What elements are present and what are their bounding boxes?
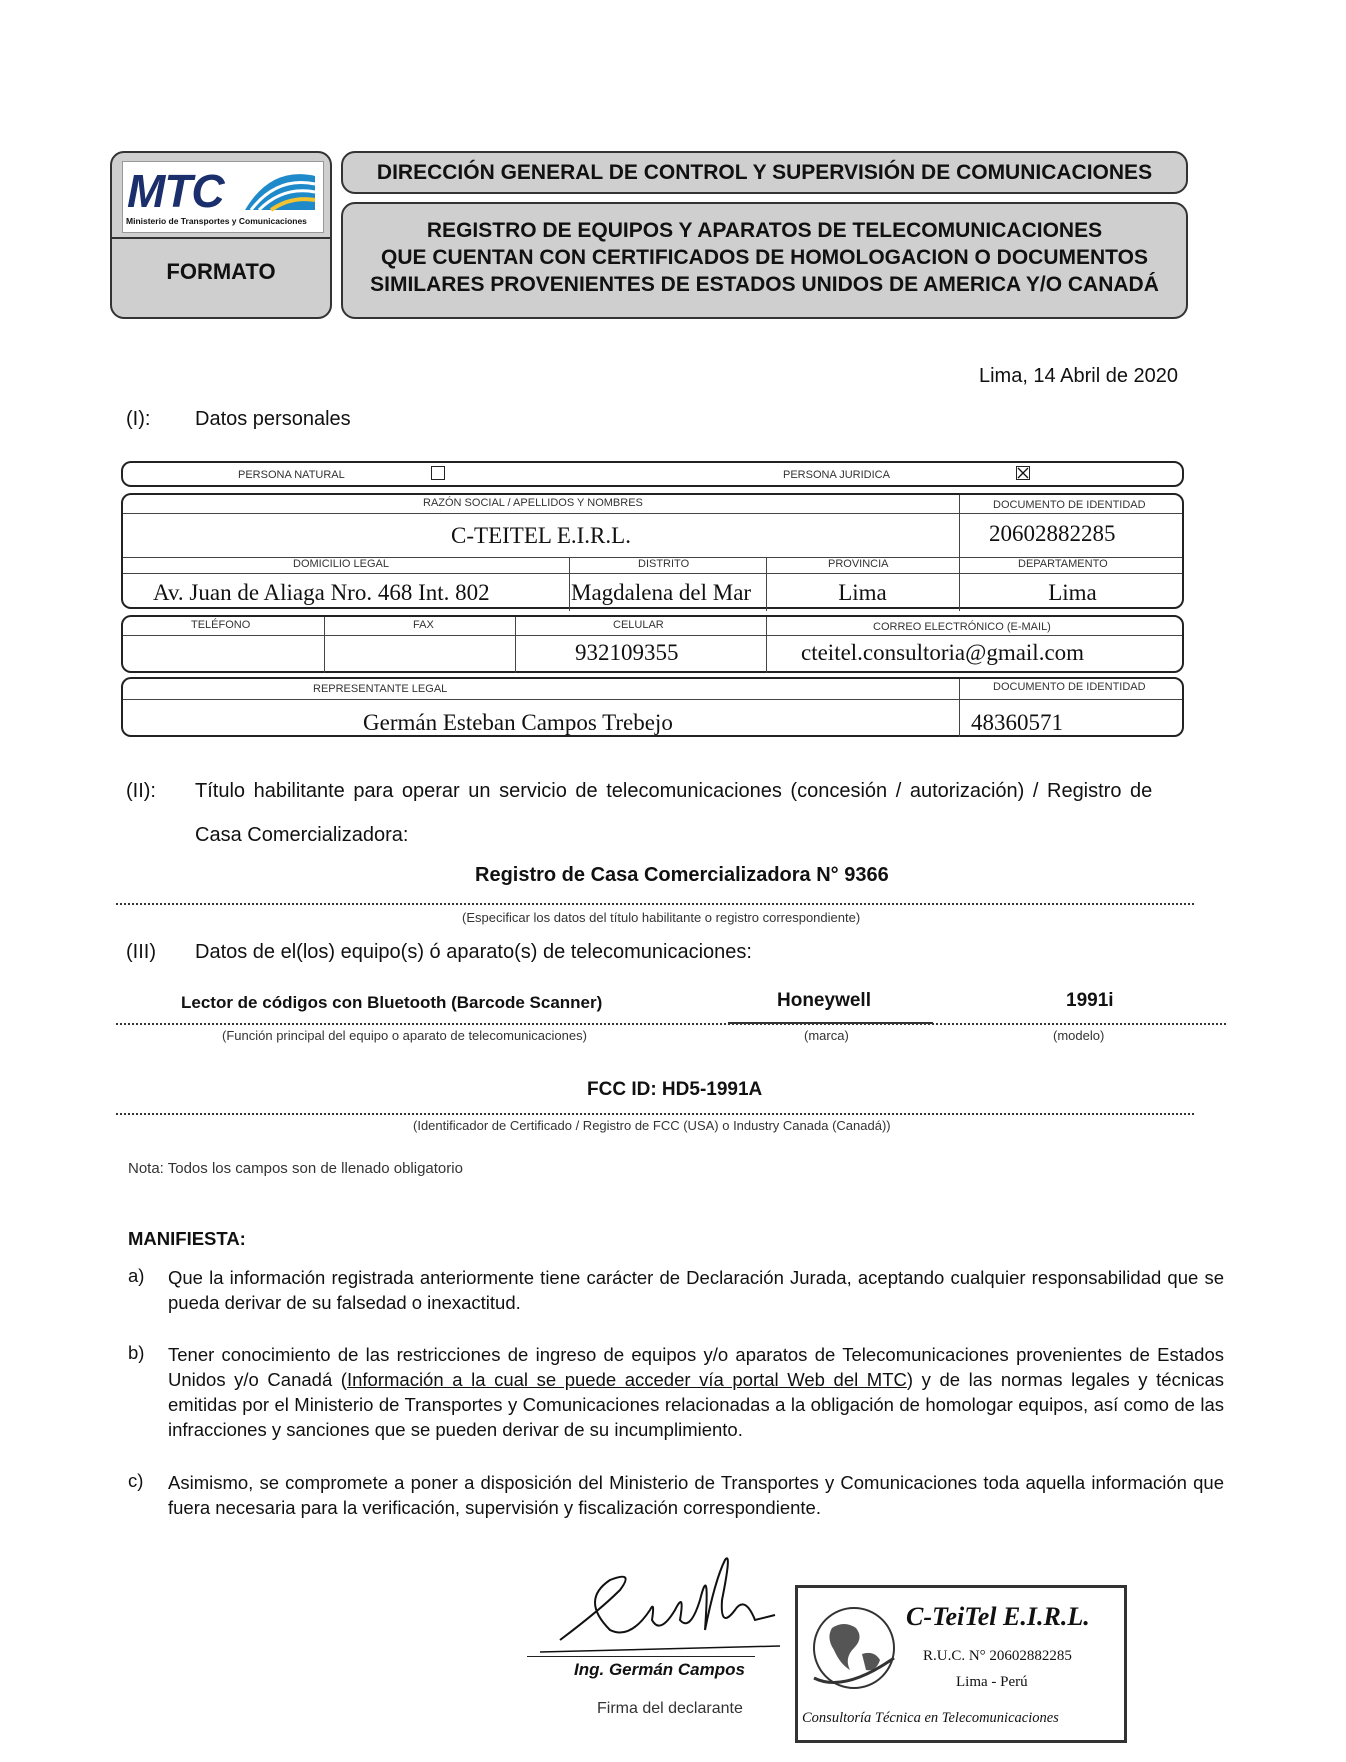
fcc-dotted-line xyxy=(116,1113,1194,1115)
telefono-label: TELÉFONO xyxy=(191,619,251,631)
item-b-letter: b) xyxy=(128,1342,145,1363)
section2-value: Registro de Casa Comercializadora N° 9366 xyxy=(475,864,889,886)
section2-number: (II): xyxy=(126,780,156,802)
item-c-letter: c) xyxy=(128,1470,144,1491)
note: Nota: Todos los campos son de llenado obligatorio xyxy=(128,1160,463,1177)
section3-title: Datos de el(los) equipo(s) ó aparato(s) de telecomunicaciones: xyxy=(195,941,752,963)
mtc-portal-link[interactable]: Información a la cual se puede acceder vía portal Web del MTC xyxy=(346,1369,907,1390)
departamento-label: DEPARTAMENTO xyxy=(1018,558,1108,570)
manifiesta-title: MANIFIESTA: xyxy=(128,1228,246,1249)
signature-caption: Firma del declarante xyxy=(597,1700,743,1717)
register-title-line-2: QUE CUENTAN CON CERTIFICADOS DE HOMOLOGACION O DOCUMENTOS xyxy=(381,246,1148,269)
razon-social-label: RAZÓN SOCIAL / APELLIDOS Y NOMBRES xyxy=(423,497,643,509)
section2-title-line-1: Título habilitante para operar un servicio de telecomunicaciones (concesión / autorización) / Registro de xyxy=(195,780,1153,802)
section2-dotted-line xyxy=(116,903,1194,905)
direction-title: DIRECCIÓN GENERAL DE CONTROL Y SUPERVISIÓN DE COMUNICACIONES xyxy=(376,161,1153,184)
brand-caption: (marca) xyxy=(804,1028,849,1043)
section3-dotted-line xyxy=(116,1023,1226,1025)
persona-juridica-checkbox[interactable] xyxy=(1016,466,1030,480)
razon-social-value: C-TEITEL E.I.R.L. xyxy=(451,523,631,548)
doc-identidad-label: DOCUMENTO DE IDENTIDAD xyxy=(993,499,1146,511)
persona-natural-label: PERSONA NATURAL xyxy=(238,469,345,481)
email-label: CORREO ELECTRÓNICO (E-MAIL) xyxy=(873,621,1051,633)
date-line: Lima, 14 Abril de 2020 xyxy=(978,365,1178,387)
representante-value: Germán Esteban Campos Trebejo xyxy=(363,710,673,735)
departamento-value: Lima xyxy=(1048,580,1097,605)
model-value: 1991i xyxy=(1066,990,1114,1011)
domicilio-label: DOMICILIO LEGAL xyxy=(293,558,389,570)
identity-block xyxy=(121,493,1184,609)
persona-juridica-label: PERSONA JURIDICA xyxy=(783,469,890,481)
item-b-text-before: Tener conocimiento de las restricciones de ingreso de equipos y/o aparatos de Telecomunicaciones provenientes de Estados Unidos y/o Canadá ( xyxy=(168,1344,1224,1390)
rep-doc-value: 48360571 xyxy=(971,710,1063,735)
function-value: Lector de códigos con Bluetooth (Barcode Scanner) xyxy=(181,993,603,1012)
item-a-text: Que la información registrada anteriormente tiene carácter de Declaración Jurada, aceptando cualquier responsabilidad que se pueda derivar de su falsedad o inexactitud. xyxy=(168,1267,1224,1313)
stamp-tagline: Consultoría Técnica en Telecomunicaciones xyxy=(802,1710,1059,1726)
check-x-icon xyxy=(1017,467,1029,479)
persona-row xyxy=(121,461,1184,487)
fcc-value: FCC ID: HD5-1991A xyxy=(587,1079,763,1100)
contact-block xyxy=(121,615,1184,673)
fax-label: FAX xyxy=(413,619,434,631)
persona-natural-checkbox[interactable] xyxy=(431,466,445,480)
section1-number: (I): xyxy=(126,408,151,430)
item-c-text: Asimismo, se compromete a poner a disposición del Ministerio de Transportes y Comunicaciones toda aquella información que fuera necesaria para la verificación, supervisión y fiscalización correspondiente. xyxy=(168,1472,1224,1518)
formato-label: FORMATO xyxy=(166,259,276,284)
doc-identidad-value: 20602882285 xyxy=(989,521,1116,546)
model-caption: (modelo) xyxy=(1053,1028,1105,1043)
mtc-logo-subtitle: Ministerio de Transportes y Comunicaciones xyxy=(126,216,307,226)
distrito-label: DISTRITO xyxy=(638,558,690,570)
distrito-value: Magdalena del Mar xyxy=(571,580,752,605)
company-stamp xyxy=(795,1585,1127,1743)
brand-value: Honeywell xyxy=(777,990,871,1011)
representante-label: REPRESENTANTE LEGAL xyxy=(313,683,448,695)
provincia-value: Lima xyxy=(838,580,887,605)
fcc-caption: (Identificador de Certificado / Registro de FCC (USA) o Industry Canada (Canadá)) xyxy=(413,1118,891,1133)
celular-value: 932109355 xyxy=(575,640,679,665)
celular-label: CELULAR xyxy=(613,619,664,631)
stamp-company: C-TeiTel E.I.R.L. xyxy=(906,1602,1090,1631)
section2-title-line-2: Casa Comercializadora: xyxy=(195,824,409,846)
logo-box xyxy=(110,151,332,319)
provincia-label: PROVINCIA xyxy=(828,558,889,570)
globe-icon xyxy=(804,1598,904,1698)
signature-name: Ing. Germán Campos xyxy=(574,1660,745,1679)
mtc-logo-text: MTC xyxy=(127,165,224,217)
register-title-line-3: SIMILARES PROVENIENTES DE ESTADOS UNIDOS DE AMERICA Y/O CANADÁ xyxy=(370,273,1159,296)
item-a-letter: a) xyxy=(128,1265,145,1286)
stamp-ruc: R.U.C. N° 20602882285 xyxy=(923,1648,1072,1664)
mtc-logo xyxy=(122,161,324,233)
section3-number: (III) xyxy=(126,941,156,963)
rep-doc-label: DOCUMENTO DE IDENTIDAD xyxy=(993,681,1146,693)
handwritten-signature xyxy=(540,1540,790,1660)
email-value: cteitel.consultoria@gmail.com xyxy=(801,640,1085,665)
mtc-logo-wave-icon xyxy=(241,166,319,214)
register-title-box xyxy=(341,202,1188,319)
section2-caption: (Especificar los datos del título habilitante o registro correspondiente) xyxy=(462,910,861,925)
stamp-city: Lima - Perú xyxy=(956,1674,1028,1690)
direction-title-box xyxy=(341,151,1188,194)
item-b-text-after: ) y de las normas legales y técnicas emitidas por el Ministerio de Transportes y Comunicaciones relacionadas a la obligación de homologar equipos, así como de las infracciones y sanciones que se pueden derivar de su incumplimiento. xyxy=(168,1369,1225,1440)
item-b-text xyxy=(168,1342,1224,1442)
function-caption: (Función principal del equipo o aparato de telecomunicaciones) xyxy=(222,1028,587,1043)
register-title-line-1: REGISTRO DE EQUIPOS Y APARATOS DE TELECOMUNICACIONES xyxy=(426,219,1103,242)
domicilio-value: Av. Juan de Aliaga Nro. 468 Int. 802 xyxy=(153,580,490,605)
representative-block xyxy=(121,677,1184,737)
section1-title: Datos personales xyxy=(195,408,351,430)
